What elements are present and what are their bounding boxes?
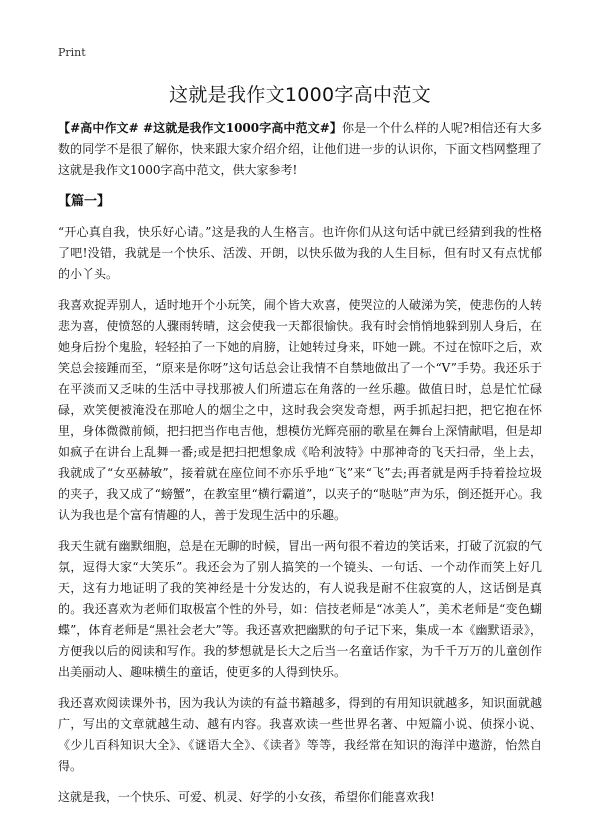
intro-paragraph — [58, 118, 542, 181]
paragraph: 我还喜欢阅读课外书，因为我认为读的有益书籍越多，得到的有用知识就越多，知识面就越广，写出的文章就越生动、越有内容。我喜欢读一些世界名著、中短篇小说、侦探小说、《少儿百科知识大全》、《谜语大全》、《读者》等等，我经常在知识的海洋中遨游，怡然自得。 — [58, 696, 542, 773]
section-title: 【篇一】 — [58, 194, 111, 209]
intro-text: 你是一个什么样的人呢?相信还有大多数的同学不是很了解你，快来跟大家介绍介绍，让他们进一步的认识你，下面文档网整理了这就是我作文1000字高中范文，供大家参考! — [58, 121, 543, 177]
page-title: 这就是我作文1000字高中范文 — [169, 84, 431, 106]
paragraph: 我天生就有幽默细胞，总是在无聊的时候，冒出一两句很不着边的笑话来，打破了沉寂的气氛，逗得大家“大笑乐”。我还会为了别人搞笑的一个镜头、一句话、一个动作而笑上好几天，这有力地证明了我的笑神经是十分发达的，有人说我是耐不住寂寞的人，这话倒是真的。我还喜欢为老师们取极富个性的外号，如：信技老师是“冰美人”，美术老师是“变色蝴蝶”，体育老师是“黑社会老大”等。我还喜欢把幽默的句子记下来，集成一本《幽默语录》，方便我以后的阅读和写作。我的梦想就是长大之后当一名童话作家，为千千万万的儿童创作出美丽动人、趣味横生的童话，使更多的人得到快乐。 — [58, 539, 542, 679]
paragraph: “开心真自我，快乐好心请。”这是我的人生格言。也许你们从这句话中就已经猜到我的性格了吧!没错，我就是一个快乐、活泼、开朗，以快乐做为我的人生目标，但有时又有点忧郁的小丫头。 — [58, 225, 542, 281]
intro-tag: 【#高中作文# #这就是我作文1000字高中范文#】 — [58, 121, 342, 135]
paragraph: 这就是我，一个快乐、可爱、机灵、好学的小女孩，希望你们能喜欢我! — [58, 790, 435, 804]
paragraph: 我喜欢捉弄别人，适时地开个小玩笑，闹个皆大欢喜，使哭泣的人破涕为笑，使悲伤的人转悲为喜，使愤怒的人骤雨转晴，这会使我一天都很愉快。我有时会悄悄地躲到别人身后，在她身后扮个鬼脸，轻轻拍了一下她的肩膀，让她转过身来，吓她一跳。不过在惊吓之后，欢笑总会接踵而至，“原来是你呀”这句话总会让我情不自禁地做出了一个“V”手势。我还乐于在平淡而又乏味的生活中寻找那被人们所遗忘在角落的一丝乐趣。做值日时，总是忙忙碌碌，欢笑便被淹没在那呛人的烟尘之中，这时我会突发奇想，两手抓起扫把，把它抱在怀里，身体微微前倾，把扫把当作电吉他，想模仿光辉亮丽的歌星在舞台上深情献唱，但是却如疯子在讲台上乱舞一番;或是把扫把想象成《哈利波特》中那神奇的飞天扫帚，坐上去，我就成了“女巫赫敏”，接着就在座位间不亦乐乎地“飞”来“飞”去;再者就是两手持着捡垃圾的夹子，我又成了“螃蟹”，在教室里“横行霸道”，以夹子的“哒哒”声为乐，倒还挺开心。我认为我也是个富有情趣的人，善于发现生活中的乐趣。 — [58, 298, 542, 522]
article-body — [58, 118, 542, 818]
print-link[interactable]: Print — [58, 46, 86, 59]
